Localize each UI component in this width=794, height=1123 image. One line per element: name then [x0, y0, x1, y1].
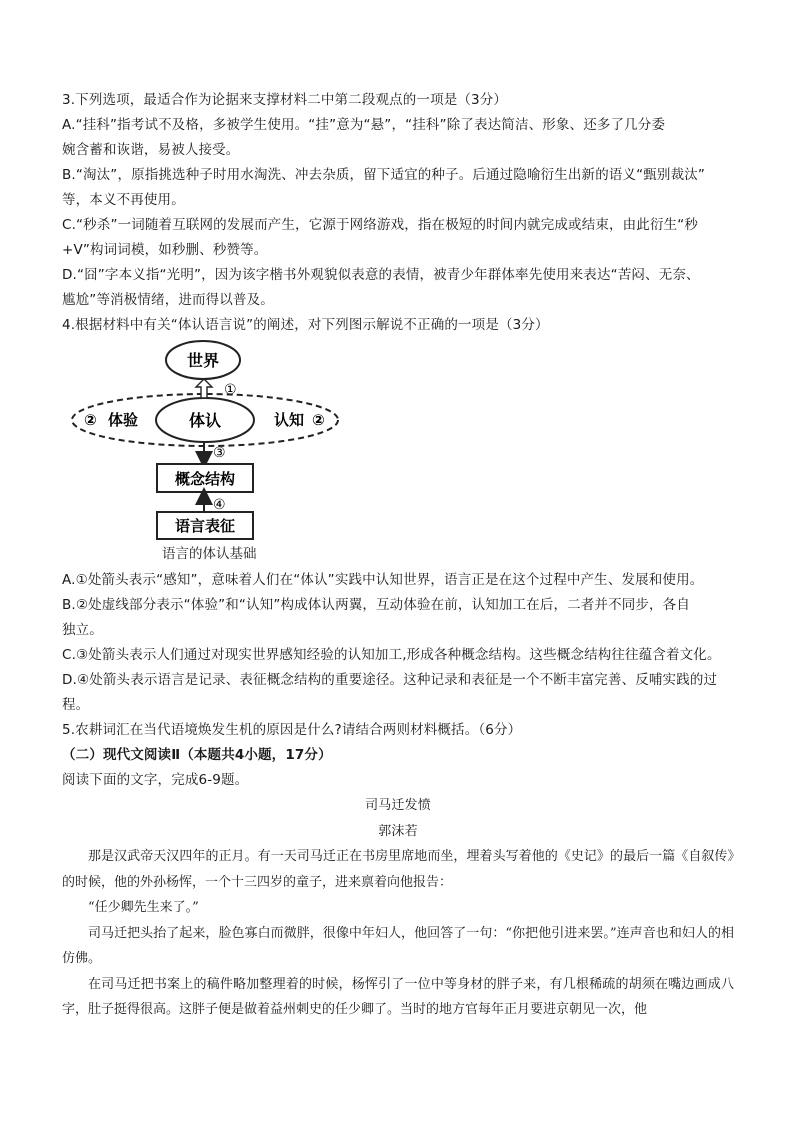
q3-option-b-line2: 等，本义不再使用。 — [62, 192, 185, 208]
story-paragraph-2: “任少卿先生来了。” — [88, 900, 199, 915]
diagram-caption: 语言的体认基础 — [162, 546, 257, 562]
node-world: 世界 — [186, 351, 220, 370]
q3-option-c-line2: +V”构词词模，如秒删、秒赞等。 — [62, 242, 268, 258]
q4-option-b-line2: 独立。 — [62, 622, 103, 638]
story-paragraph-4: 在司马迁把书案上的稿件略加整理着的时候，杨恽引了一位中等身材的胖子来，有几根稀疏的胡须在嘴边画成八字，肚子挺得很高。这胖子便是做着益州刺史的任少卿了。当时的地方官每年正月要进京朝见一次，他 — [62, 976, 734, 1017]
node-experience: 体验 — [108, 411, 139, 429]
marker-1: ① — [224, 382, 237, 398]
node-cognize: 认知 — [274, 411, 305, 429]
node-concept: 概念结构 — [174, 470, 236, 488]
section2-heading: （二）现代文阅读Ⅱ（本题共4小题，17分） — [62, 747, 332, 763]
q3-option-d-line1: D.“囧”字本义指“光明”，因为该字楷书外观貌似表意的表情，被青少年群体率先使用来表达“苦闷、无奈、 — [62, 267, 700, 283]
node-language: 语言表征 — [174, 517, 236, 535]
q3-option-d-line2: 尴尬”等消极情绪，进而得以普及。 — [62, 292, 274, 308]
q4-option-d-line2: 程。 — [62, 697, 90, 713]
q4-stem: 4.根据材料中有关“体认语言说”的阐述，对下列图示解说不正确的一项是（3分） — [62, 317, 549, 333]
story-paragraph-3: 司马迁把头抬了起来，脸色寡白而微胖，很像中年妇人，他回答了一句：“你把他引进来罢。”连声音也和妇人的相仿佛。 — [62, 925, 734, 966]
q4-option-c: C.③处箭头表示人们通过对现实世界感知经验的认知加工,形成各种概念结构。这些概念结构往往蕴含着文化。 — [62, 647, 721, 663]
embodiment-diagram — [62, 338, 734, 568]
q3-option-a-line2: 婉含蓄和诙谐，易被人接受。 — [62, 142, 240, 158]
q4-option-b-line1: B.②处虚线部分表示“体验”和“认知”构成体认两翼，互动体验在前，认知加工在后，二者并不同步，各自 — [62, 597, 690, 613]
story-paragraph-1: 那是汉武帝天汉四年的正月。有一天司马迁正在书房里席地而坐，埋着头写着他的《史记》的最后一篇《自叙传》的时候，他的外孙杨恽，一个十三四岁的童子，进来禀着向他报告： — [62, 849, 734, 890]
marker-2-right: ② — [312, 411, 325, 429]
q3-stem: 3.下列选项，最适合作为论据来支撑材料二中第二段观点的一项是（3分） — [62, 92, 508, 108]
q5-stem: 5.农耕词汇在当代语境焕发生机的原因是什么?请结合两则材料概括。（6分） — [62, 722, 522, 738]
story-title: 司马迁发愤 — [365, 798, 431, 813]
q4-option-a: A.①处箭头表示“感知”，意味着人们在“体认”实践中认知世界，语言正是在这个过程中产生、发展和使用。 — [62, 572, 704, 588]
marker-4: ④ — [213, 497, 226, 513]
q3-option-c-line1: C.“秒杀”一词随着互联网的发展而产生，它源于网络游戏，指在极短的时间内就完成或结束，由此衍生“秒 — [62, 217, 699, 233]
diagram-svg — [62, 338, 734, 568]
arrow-1-up — [196, 379, 212, 398]
q3-option-b-line1: B.“淘汰”，原指挑选种子时用水淘洗、冲去杂质，留下适宜的种子。后通过隐喻衍生出新的语义“甄别裁汰” — [62, 167, 706, 183]
exam-page — [62, 88, 734, 1023]
marker-3: ③ — [213, 445, 226, 461]
node-embody: 体认 — [188, 411, 222, 430]
section2-instruction: 阅读下面的文字，完成6-9题。 — [62, 772, 249, 788]
q4-option-d-line1: D.④处箭头表示语言是记录、表征概念结构的重要途径。这种记录和表征是一个不断丰富完善、反哺实践的过 — [62, 672, 718, 688]
marker-2-left: ② — [84, 411, 97, 429]
q3-option-a-line1: A.“挂科”指考试不及格，多被学生使用。“挂”意为“悬”，“挂科”除了表达简洁、形象、还多了几分委 — [62, 117, 666, 133]
story-author: 郭沫若 — [378, 823, 418, 839]
